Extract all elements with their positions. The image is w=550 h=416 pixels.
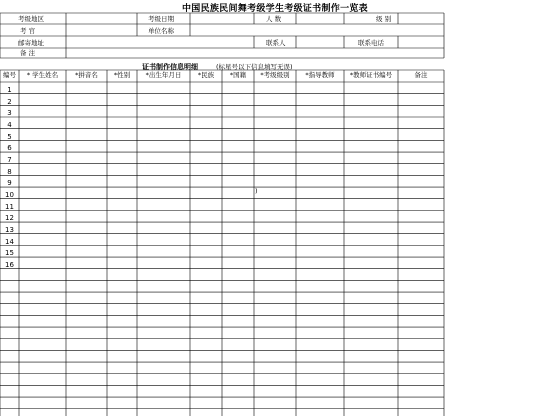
column-header-8: *指导教师 [305, 71, 335, 79]
exam-date-label: 考级日期 [148, 15, 174, 23]
exam-area-label: 考级地区 [18, 15, 44, 23]
row-number: 8 [7, 167, 12, 176]
column-header-10: 备注 [414, 71, 428, 79]
row-number: 16 [5, 261, 14, 270]
row-number: 10 [5, 191, 14, 200]
column-header-4: *出生年月日 [145, 71, 182, 79]
row-number: 9 [7, 179, 12, 188]
stray-mark: ) [255, 187, 258, 195]
examiner-label: 考 官 [20, 27, 36, 35]
column-header-6: *国籍 [229, 71, 247, 79]
column-header-1: * 学生姓名 [26, 71, 59, 79]
column-header-7: *考级级别 [260, 71, 290, 79]
row-number: 14 [5, 237, 14, 246]
column-header-5: *民族 [197, 71, 215, 79]
row-number: 5 [7, 132, 12, 141]
row-number: 12 [5, 214, 14, 223]
row-number: 7 [7, 156, 12, 165]
column-header-9: *教师证书编号 [349, 71, 393, 79]
row-number: 2 [7, 97, 12, 106]
column-header-2: *拼音名 [75, 71, 98, 79]
count-label: 人 数 [266, 15, 282, 23]
level-label: 级 别 [376, 15, 392, 23]
column-header-0: 编号 [3, 71, 16, 79]
column-header-3: *性别 [113, 71, 131, 79]
contact-label: 联系人 [266, 39, 286, 47]
row-number: 1 [7, 86, 12, 94]
row-number: 13 [5, 226, 14, 235]
row-number: 6 [7, 144, 12, 153]
row-number: 3 [7, 109, 12, 118]
section-note: (标星号以下信息填写无误) [216, 63, 293, 71]
row-number: 15 [5, 249, 14, 258]
mail-address-label: 邮寄地址 [18, 39, 44, 47]
row-number: 4 [7, 121, 12, 129]
row-number: 11 [5, 202, 14, 211]
remarks-label: 备 注 [20, 49, 36, 57]
contact-phone-label: 联系电话 [358, 39, 384, 47]
page-title: 中国民族民间舞考级学生考级证书制作一览表 [181, 4, 368, 14]
section-title: 证书制作信息明细 [142, 63, 198, 71]
unit-name-label: 单位名称 [148, 27, 174, 35]
